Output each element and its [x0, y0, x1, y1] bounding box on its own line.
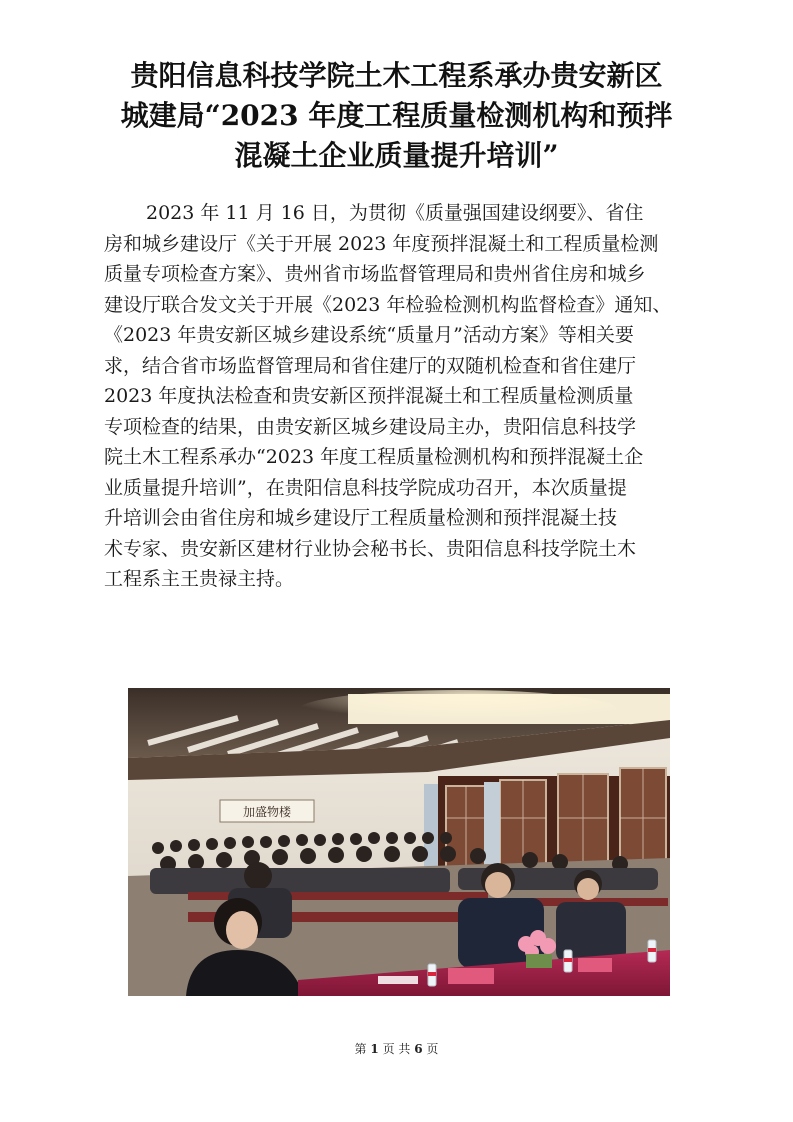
- article-title: [90, 56, 703, 176]
- body-line: 求，结合省市场监督管理局和省住建厅的双随机检查和省住建厅: [104, 354, 637, 377]
- body-line: 2023 年度执法检查和贵安新区预拌混凝土和工程质量检测质量: [104, 385, 634, 407]
- body-line: 建设厅联合发文关于开展《2023 年检验检测机构监督检查》通知、: [104, 293, 672, 316]
- article-body: [104, 198, 696, 595]
- training-session-photo: [128, 688, 670, 996]
- footer-middle: 页 共: [382, 1042, 411, 1056]
- body-line: 业质量提升培训”，在贵阳信息科技学院成功召开，本次质量提: [104, 476, 627, 499]
- body-line: 专项检查的结果，由贵安新区城乡建设局主办，贵阳信息科技学: [104, 415, 637, 438]
- body-line: 工程系主王贵禄主持。: [104, 568, 295, 590]
- footer-prefix: 第: [354, 1042, 367, 1056]
- page-number: 1: [370, 1042, 379, 1056]
- total-pages: 6: [414, 1042, 423, 1056]
- page-footer: [0, 1040, 793, 1057]
- footer-suffix: 页: [426, 1042, 439, 1056]
- body-line: 《2023 年贵安新区城乡建设系统“质量月”活动方案》等相关要: [104, 324, 634, 346]
- title-line: 城建局“2023 年度工程质量检测机构和预拌: [120, 99, 673, 132]
- body-line: 院土木工程系承办“2023 年度工程质量检测机构和预拌混凝土企: [104, 446, 644, 468]
- body-line: 房和城乡建设厅《关于开展 2023 年度预拌混凝土和工程质量检测: [104, 232, 659, 255]
- body-line: 升培训会由省住房和城乡建设厅工程质量检测和预拌混凝土技: [104, 507, 618, 529]
- title-line: 混凝土企业质量提升培训”: [234, 139, 559, 172]
- body-line: 2023 年 11 月 16 日，为贯彻《质量强国建设纲要》、省住: [146, 202, 644, 224]
- title-line: 贵阳信息科技学院土木工程系承办贵安新区: [130, 59, 663, 92]
- body-line: 质量专项检查方案》、贵州省市场监督管理局和贵州省住房和城乡: [104, 263, 646, 285]
- body-line: 术专家、贵安新区建材行业协会秘书长、贵阳信息科技学院土木: [104, 537, 637, 560]
- wall-plaque-text: 加盛物楼: [242, 805, 292, 819]
